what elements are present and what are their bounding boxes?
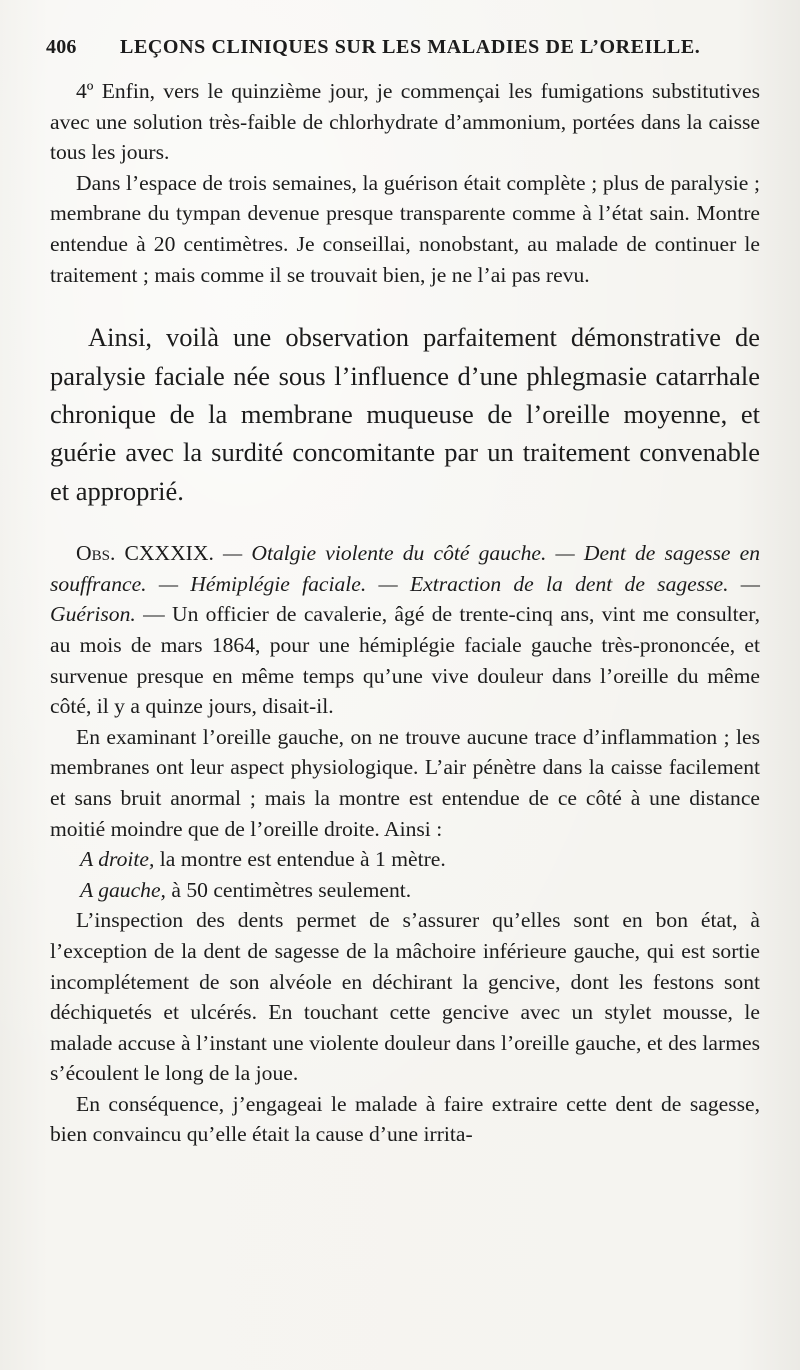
observation-label: Obs. CXXXIX. bbox=[76, 541, 214, 566]
paragraph-conclusion: Ainsi, voilà une observation parfaitement démonstrative de paralysie faciale née sous l’influence d’une phlegmasie catarrhale chronique de la membrane muqueuse de l’oreille moyenne, et guérie avec la surdité concomitante par un traitement convenable et approprié. bbox=[50, 322, 760, 506]
paragraph-examen: En examinant l’oreille gauche, on ne trouve aucune trace d’inflammation ; les membranes ont leur aspect physiologique. L’air pénètre dans la caisse facilement et sans bruit anormal ; mais la montre est entendue de ce côté à une distance moitié moindre que de l’oreille droite. Ainsi : bbox=[50, 724, 760, 841]
paragraph-fumigations: 4º Enfin, vers le quinzième jour, je commençai les fumigations substitutives avec une solution très-faible de chlorhydrate d’ammonium, portées dans la caisse tous les jours. bbox=[50, 79, 760, 165]
measurement-left-side: A gauche, bbox=[80, 877, 166, 902]
paragraph-guerison: Dans l’espace de trois semaines, la guérison était complète ; plus de paralysie ; membrane du tympan devenue presque transparente comme à l’état sain. Montre entendue à 20 centimètres. Je conseillai, nonobstant, au malade de continuer le traitement ; mais comme il se trouvait bien, je ne l’ai pas revu. bbox=[50, 170, 760, 287]
observation-text: — Un officier de cavalerie, âgé de trente-cinq ans, vint me consulter, au mois de mars 1864, pour une hémiplégie faciale gauche très-prononcée, et survenue presque en même temps qu’une vive douleur dans l’oreille du même côté, il y a quinze jours, disait-il. bbox=[50, 602, 760, 719]
body-text bbox=[50, 76, 760, 1150]
observation-title: — Otalgie violente du côté gauche. — Dent de sagesse en souffrance. — Hémiplégie faciale. — Extraction de la dent de sagesse. — Guérison. bbox=[50, 541, 760, 627]
running-title: LEÇONS CLINIQUES SUR LES MALADIES DE L’OREILLE. bbox=[120, 36, 701, 58]
measurement-right-value: la montre est entendue à 1 mètre. bbox=[154, 847, 446, 872]
page-number: 406 bbox=[46, 36, 77, 58]
measurement-right bbox=[50, 844, 760, 875]
measurement-left-value: à 50 centimètres seulement. bbox=[165, 877, 412, 902]
observation-paragraph bbox=[50, 538, 760, 722]
page-header bbox=[46, 36, 762, 66]
measurement-left bbox=[50, 875, 760, 906]
measurement-right-side: A droite, bbox=[80, 847, 155, 872]
paragraph-consequence: En conséquence, j’engageai le malade à faire extraire cette dent de sagesse, bien convaincu qu’elle était la cause d’une irrita- bbox=[50, 1091, 760, 1147]
paragraph-inspection: L’inspection des dents permet de s’assurer qu’elles sont en bon état, à l’exception de la dent de sagesse de la mâchoire inférieure gauche, qui est sortie incomplétement de son alvéole en déchirant la gencive, dont les festons sont déchiquetés et ulcérés. En touchant cette gencive avec un stylet mousse, le malade accuse à l’instant une violente douleur dans l’oreille gauche, et des larmes s’écoulent le long de la joue. bbox=[50, 908, 760, 1086]
